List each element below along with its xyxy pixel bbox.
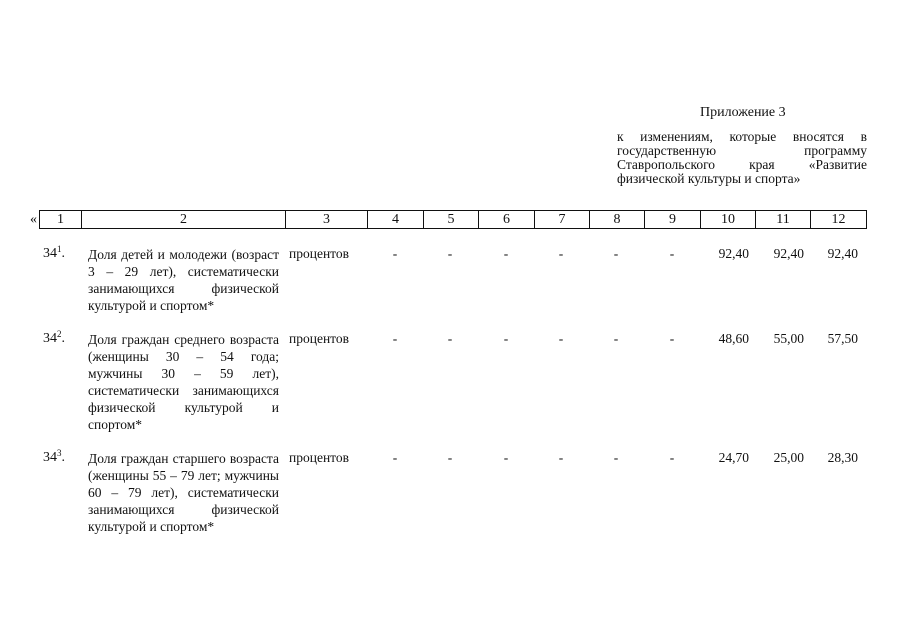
column-header-6: 6	[479, 211, 535, 229]
value-col-9: -	[669, 246, 675, 261]
value-col-4: -	[392, 450, 398, 465]
column-header-10: 10	[701, 211, 756, 229]
column-header-3: 3	[286, 211, 368, 229]
column-header-8: 8	[590, 211, 645, 229]
value-col-8: -	[613, 331, 619, 346]
column-number-header	[39, 210, 867, 229]
value-col-11: 92,40	[773, 246, 804, 261]
value-col-6: -	[503, 331, 509, 346]
value-col-4: -	[392, 246, 398, 261]
indicator-name: Доля детей и молодежи (возраст 3 – 29 лет), систематически занимающихся физической культурой и спортом*	[88, 247, 279, 313]
value-col-12: 57,50	[827, 331, 858, 346]
value-col-9: -	[669, 450, 675, 465]
column-header-4: 4	[368, 211, 424, 229]
value-col-7: -	[558, 331, 564, 346]
row-number: $34^1$.	[43, 244, 65, 261]
column-header-2: 2	[82, 211, 286, 229]
value-col-8: -	[613, 246, 619, 261]
value-col-9: -	[669, 331, 675, 346]
column-header-12: 12	[811, 211, 867, 229]
unit-of-measure: процентов	[289, 331, 350, 346]
unit-of-measure: процентов	[289, 450, 350, 465]
value-col-7: -	[558, 246, 564, 261]
value-col-6: -	[503, 450, 509, 465]
value-col-5: -	[447, 246, 453, 261]
value-col-4: -	[392, 331, 398, 346]
value-col-10: 24,70	[718, 450, 749, 465]
appendix-title: Приложение 3	[700, 105, 786, 120]
value-col-11: 25,00	[773, 450, 804, 465]
value-col-5: -	[447, 450, 453, 465]
value-col-8: -	[613, 450, 619, 465]
column-header-7: 7	[535, 211, 590, 229]
value-col-12: 92,40	[827, 246, 858, 261]
column-header-9: 9	[645, 211, 701, 229]
indicator-name: Доля граждан среднего возраста (женщины 30 – 54 года; мужчины 30 – 59 лет), систематически занимающихся физической культурой и спортом*	[88, 332, 279, 432]
value-col-10: 92,40	[718, 246, 749, 261]
value-col-7: -	[558, 450, 564, 465]
table-open-quote: «	[30, 212, 37, 227]
value-col-6: -	[503, 246, 509, 261]
value-col-10: 48,60	[718, 331, 749, 346]
value-col-11: 55,00	[773, 331, 804, 346]
row-number: $34^2$.	[43, 329, 65, 346]
value-col-5: -	[447, 331, 453, 346]
appendix-caption: к изменениям, которые вносятся в государственную программу Ставропольского края «Развитие физической культуры и спорта»	[617, 129, 867, 186]
row-number: $34^3$.	[43, 448, 65, 465]
column-header-1: 1	[40, 211, 82, 229]
column-header-11: 11	[756, 211, 811, 229]
unit-of-measure: процентов	[289, 246, 350, 261]
column-header-5: 5	[424, 211, 479, 229]
value-col-12: 28,30	[827, 450, 858, 465]
indicator-name: Доля граждан старшего возраста (женщины 55 – 79 лет; мужчины 60 – 79 лет), систематически занимающихся физической культурой и спортом*	[88, 451, 279, 534]
